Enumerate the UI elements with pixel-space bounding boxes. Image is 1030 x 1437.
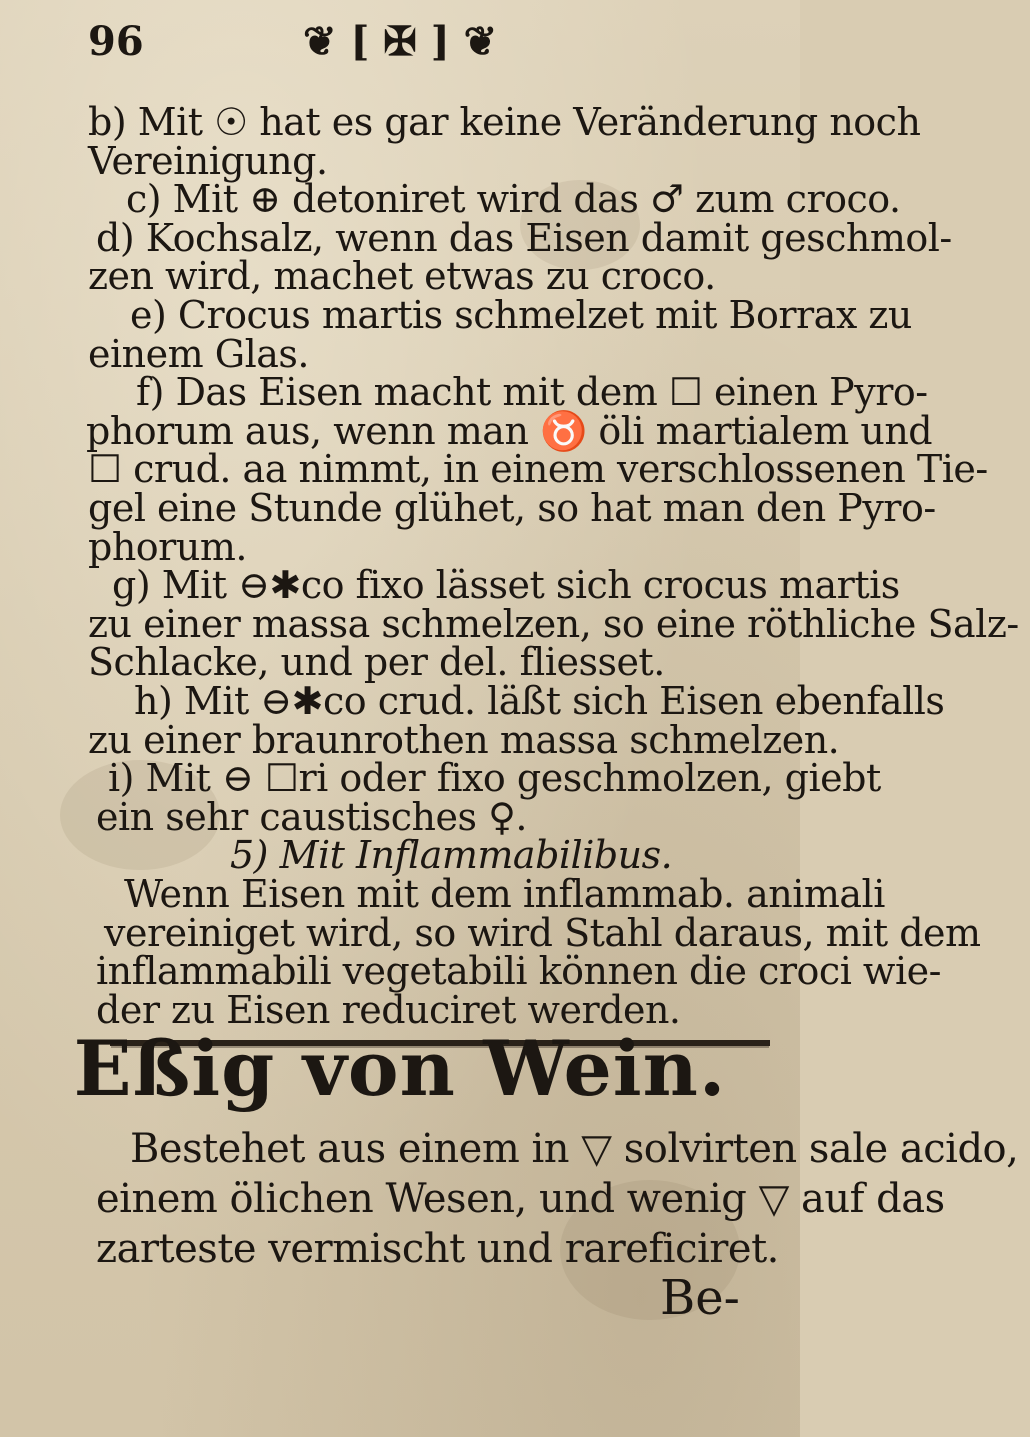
text-line: ein sehr caustisches ♀. [96, 794, 527, 839]
text-line: phorum. [88, 524, 247, 569]
text-line: gel eine Stunde glühet, so hat man den Pyro- [88, 486, 936, 530]
text-line: ☐ crud. aa nimmt, in einem verschlossenen Tie- [88, 447, 988, 492]
text-line: b) Mit ☉ hat es gar keine Veränderung noch [88, 100, 921, 144]
section-heading: Eßig von Wein. [73, 1024, 727, 1113]
page-number: 96 [88, 18, 144, 65]
text-line: phorum aus, wenn man ♉ öli martialem und [86, 408, 933, 453]
subsection-title: 5) Mit Inflammabilibus. [230, 833, 673, 878]
body-line: zarteste vermischt und rareficiret. [96, 1226, 779, 1272]
text-line: d) Kochsalz, wenn das Eisen damit geschmol- [96, 215, 952, 260]
text-line: vereiniget wird, so wird Stahl daraus, mit dem [104, 910, 981, 955]
body-line: einem ölichen Wesen, und wenig ▽ auf das [96, 1176, 945, 1222]
text-line: inflammabili vegetabili können die croci wie- [96, 949, 941, 994]
text-line: Wenn Eisen mit dem inflammab. animali [124, 872, 885, 916]
text-line: zen wird, machet etwas zu croco. [88, 254, 716, 299]
text-line: der zu Eisen reduciret werden. [96, 987, 681, 1032]
text-line: einem Glas. [88, 331, 309, 376]
text-line: zu einer braunrothen massa schmelzen. [88, 717, 840, 762]
header-ornament: ❦ [ ✠ ] ❦ [303, 18, 498, 65]
text-line: c) Mit ⊕ detoniret wird das ♂ zum croco. [126, 177, 901, 222]
text-line: i) Mit ⊖ ☐ri oder fixo geschmolzen, giebt [108, 756, 881, 801]
catchword: Be- [660, 1270, 740, 1326]
text-line: h) Mit ⊖✱co crud. läßt sich Eisen ebenfalls [134, 679, 945, 723]
text-line: Schlacke, und per del. fliesset. [88, 640, 665, 685]
text-line: Vereinigung. [88, 138, 328, 183]
text-line: zu einer massa schmelzen, so eine röthliche Salz- [88, 601, 1019, 646]
body-line: Bestehet aus einem in ▽ solvirten sale acido, [130, 1126, 1019, 1172]
text-line: f) Das Eisen macht mit dem ☐ einen Pyro- [136, 370, 928, 415]
text-line: e) Crocus martis schmelzet mit Borrax zu [130, 293, 912, 337]
text-line: g) Mit ⊖✱co fixo lässet sich crocus martis [112, 563, 900, 608]
